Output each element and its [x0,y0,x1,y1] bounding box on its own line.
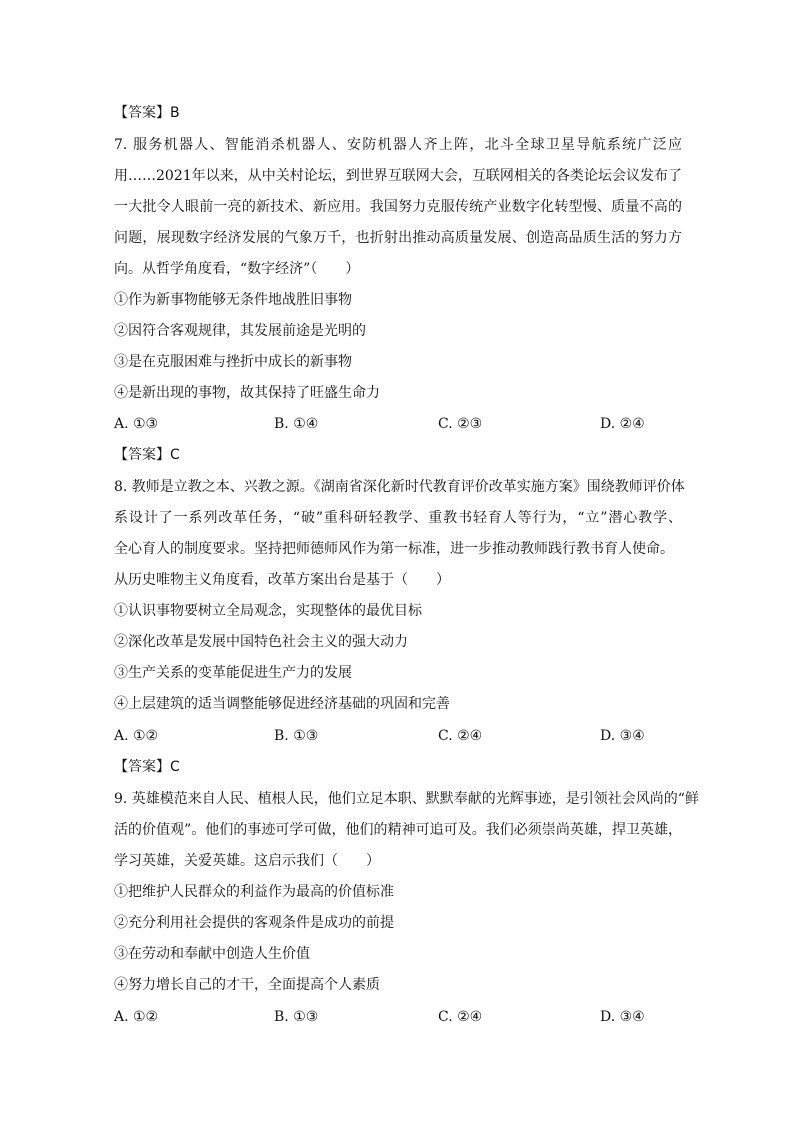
q9-item-3: ③在劳动和奉献中创造人生价值 [114,946,310,962]
q8-item-1: ①认识事物要树立全局观念，实现整体的最优目标 [114,603,422,619]
q8-stem-line-3: 全心育人的制度要求。坚持把师德师风作为第一标准，进一步推动教师践行教书育人使命。 [114,541,674,557]
q7-option-b: B. ①④ [274,416,319,432]
q9-option-c: C. ②④ [438,1009,483,1025]
q7-option-d: D. ②④ [600,416,645,432]
q8-option-c: C. ②④ [438,728,483,744]
q8-option-d: D. ③④ [600,728,645,744]
q9-item-4: ④努力增长自己的才干，全面提高个人素质 [114,977,380,993]
q7-option-a: A. ①③ [114,416,159,432]
q7-stem-line-2: 用……2021年以来，从中关村论坛，到世界互联网大会，互联网相关的各类论坛会议发布了 [114,168,682,184]
q7-answer: 【答案】C [114,447,180,463]
q9-option-d: D. ③④ [600,1009,645,1025]
q7-item-3: ③是在克服困难与挫折中成长的新事物 [114,354,352,370]
q8-answer: 【答案】C [114,759,180,775]
q7-stem-line-3: 一大批令人眼前一亮的新技术、新应用。我国努力克服传统产业数字化转型慢、质量不高的 [114,199,682,215]
q7-stem-line-5: 向。从哲学角度看，“数字经济”（ ） [114,261,360,277]
q8-option-a: A. ①② [114,728,159,744]
q9-stem-line-3: 学习英雄，关爱英雄。这启示我们（ ） [114,853,380,869]
q8-option-b: B. ①③ [274,728,319,744]
q8-item-2: ②深化改革是发展中国特色社会主义的强大动力 [114,634,408,650]
q7-item-4: ④是新出现的事物，故其保持了旺盛生命力 [114,385,380,401]
q9-option-a: A. ①② [114,1009,159,1025]
q6-answer: 【答案】B [114,105,180,121]
q8-item-3: ③生产关系的变革能促进生产力的发展 [114,665,352,681]
q9-option-b: B. ①③ [274,1009,319,1025]
q8-stem-line-1: 8. 教师是立教之本、兴教之源。《湖南省深化新时代教育评价改革实施方案》围绕教师评价体 [114,479,685,495]
q7-item-2: ②因符合客观规律，其发展前途是光明的 [114,323,366,339]
q7-item-1: ①作为新事物能够无条件地战胜旧事物 [114,292,352,308]
q9-item-2: ②充分利用社会提供的客观条件是成功的前提 [114,915,394,931]
q7-option-c: C. ②③ [438,416,483,432]
q8-stem-line-4: 从历史唯物主义角度看，改革方案出台是基于（ ） [114,572,450,588]
q8-stem-line-2: 系设计了一系列改革任务，“破”重科研轻教学、重教书轻育人等行为，“立”潜心教学、 [114,510,682,526]
q9-stem-line-2: 活的价值观”。他们的事迹可学可做，他们的精神可追可及。我们必须崇尚英雄，捍卫英雄， [114,822,682,838]
q8-item-4: ④上层建筑的适当调整能够促进经济基础的巩固和完善 [114,696,450,712]
q7-stem-line-1: 7. 服务机器人、智能消杀机器人、安防机器人齐上阵，北斗全球卫星导航系统广泛应 [114,137,682,153]
q9-stem-line-1: 9. 英雄模范来自人民、植根人民，他们立足本职、默默奉献的光辉事迹，是引领社会风尚的“鲜 [114,791,699,807]
q9-item-1: ①把维护人民群众的利益作为最高的价值标准 [114,884,394,900]
q7-stem-line-4: 问题，展现数字经济发展的气象万千，也折射出推动高质量发展、创造高品质生活的努力方 [114,230,682,246]
